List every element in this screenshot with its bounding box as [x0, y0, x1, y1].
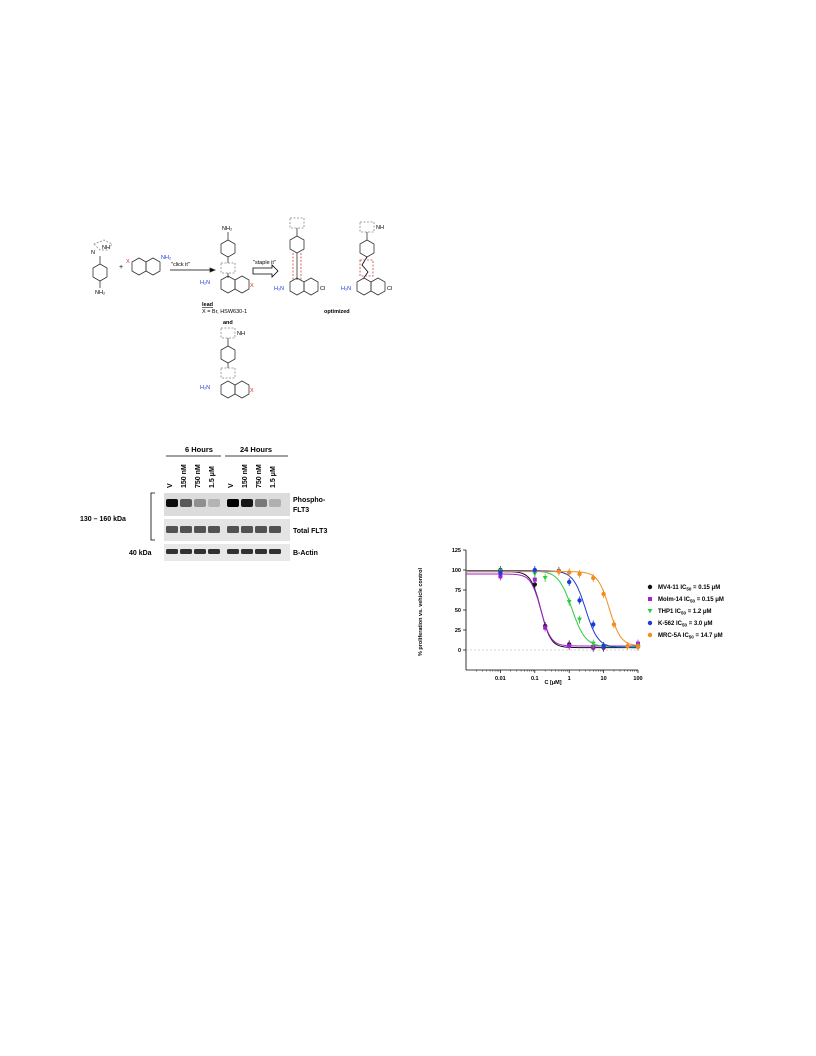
synthesis-scheme [78, 210, 478, 415]
fit-curve [466, 574, 638, 646]
legend-marker [648, 633, 652, 637]
actin-label: B-Actin [293, 550, 318, 557]
data-point [567, 580, 571, 584]
lane-label: 150 nM [181, 464, 188, 488]
fit-curve [466, 571, 638, 648]
data-point [498, 570, 502, 574]
h2n-label-2: H₂N [274, 286, 285, 292]
optimized-structure-1 [290, 218, 318, 295]
x-tick-label: 10 [600, 676, 607, 682]
phospho-flt3-band [208, 499, 220, 507]
group-header-6h: 6 Hours [185, 445, 213, 454]
legend-marker [648, 585, 652, 589]
legend-label: Molm-14 $IC_{50} = 0.15$ μM [658, 597, 724, 604]
lane-label: V [228, 483, 235, 488]
phospho-flt3-band [180, 499, 192, 507]
h2n-label-4: H₂N [200, 385, 211, 391]
plus-label: + [119, 264, 124, 271]
y-tick-label: 75 [454, 588, 461, 594]
y-tick-label: 25 [454, 628, 461, 634]
x-axis-label: C [μM] [544, 680, 562, 686]
western-blot [80, 440, 350, 565]
total-flt3-label: Total FLT3 [293, 528, 328, 535]
data-point [543, 626, 547, 630]
lead-label: lead [202, 302, 214, 308]
lane-label: 1.5 μM [209, 466, 216, 488]
h2n-label-3: H₂N [341, 286, 352, 292]
lane-label: 750 nM [195, 464, 202, 488]
phospho-flt3-band [194, 499, 206, 507]
n-label: N [91, 250, 95, 256]
x-tick-label: 0.1 [530, 676, 539, 682]
total-flt3-band [180, 526, 192, 533]
data-point [636, 645, 640, 649]
y-tick-label: 100 [451, 568, 461, 574]
mw-label-actin: 40 kDa [129, 550, 152, 557]
phospho-label-2: FLT3 [293, 507, 310, 514]
nh-label: NH [102, 245, 110, 251]
mw-label: 130 – 160 kDa [80, 516, 126, 523]
lane-label: V [167, 483, 174, 488]
actin-band [208, 549, 220, 554]
optimized-label: optimized [324, 309, 350, 315]
total-flt3-band [166, 526, 178, 533]
legend-label: MRC-5A $IC_{50} = 14.7$ μM [658, 633, 723, 640]
actin-band [255, 549, 267, 554]
and-label: and [223, 320, 233, 326]
nh2-label-3: NH₂ [222, 226, 233, 232]
data-point [533, 568, 537, 572]
legend-marker [648, 597, 652, 601]
x-tick-label: 1 [567, 676, 571, 682]
data-point [601, 644, 605, 648]
legend-label: K-562 $IC_{50} = 3.0$ μM [658, 621, 713, 628]
data-point [567, 570, 571, 574]
data-point [577, 618, 582, 622]
x-tick-label: 0.01 [495, 676, 506, 682]
phospho-flt3-band [227, 499, 239, 507]
h2n-label: H₂N [200, 280, 211, 286]
data-point [577, 598, 581, 602]
lane-label: 1.5 μM [270, 466, 277, 488]
lead-sub: X = Br, HSW630-1 [202, 309, 248, 315]
optimized-structure-2 [357, 222, 385, 295]
total-flt3-band [269, 526, 281, 533]
group-header-24h: 24 Hours [240, 445, 273, 454]
nh2-label: NH₂ [95, 290, 106, 296]
dose-response-chart [410, 540, 760, 690]
x-tick-label: 100 [633, 676, 643, 682]
fit-curve [466, 572, 638, 646]
cl-label-2: Cl [387, 286, 393, 292]
actin-band [180, 549, 192, 554]
cl-label: Cl [320, 286, 326, 292]
actin-band [269, 549, 281, 554]
legend-marker [648, 621, 652, 625]
nh-label-2: NH [376, 225, 384, 231]
total-flt3-band [227, 526, 239, 533]
nh-label-3: NH [237, 331, 245, 337]
phospho-flt3-band [255, 499, 267, 507]
data-point [543, 576, 548, 580]
y-tick-label: 50 [454, 608, 461, 614]
total-flt3-band [194, 526, 206, 533]
lane-label: 150 nM [242, 464, 249, 488]
data-point [557, 569, 561, 573]
y-tick-label: 0 [457, 648, 461, 654]
total-flt3-band [208, 526, 220, 533]
actin-band [241, 549, 253, 554]
legend-marker [648, 609, 653, 613]
data-point [591, 576, 595, 580]
step2-label: "staple it" [253, 260, 276, 266]
data-point [577, 572, 581, 576]
data-point [612, 622, 616, 626]
fit-curve [466, 571, 638, 647]
phospho-flt3-band [241, 499, 253, 507]
data-point [567, 600, 572, 604]
mw-bracket [151, 493, 155, 540]
y-tick-label: 125 [451, 548, 461, 554]
actin-band [194, 549, 206, 554]
legend-label: MV4-11 $IC_{50} = 0.15$ μM [658, 585, 721, 592]
phospho-flt3-band [166, 499, 178, 507]
x-label-2: X [250, 283, 254, 289]
actin-band [166, 549, 178, 554]
data-point [591, 622, 595, 626]
alt-lead-structure [221, 328, 249, 398]
x-label: X [126, 259, 130, 265]
lane-label: 750 nM [256, 464, 263, 488]
phospho-flt3-band [269, 499, 281, 507]
data-point [625, 644, 629, 648]
y-axis-label: % proliferation vs. vehicle control [418, 567, 424, 657]
actin-band [227, 549, 239, 554]
legend-label: THP1 $IC_{50} = 1.2$ μM [658, 609, 712, 616]
isoquinoline-structure [132, 258, 160, 275]
total-flt3-band [241, 526, 253, 533]
phospho-label-1: Phospho- [293, 497, 326, 504]
data-point [601, 592, 605, 596]
lead-structure [221, 232, 249, 293]
fit-curve [466, 572, 638, 648]
x-label-3: X [250, 388, 254, 394]
nh2-label-2: NH₂ [161, 255, 172, 261]
step1-label: "click it" [171, 262, 190, 268]
total-flt3-band [255, 526, 267, 533]
data-point [567, 644, 571, 648]
data-point [533, 578, 537, 582]
